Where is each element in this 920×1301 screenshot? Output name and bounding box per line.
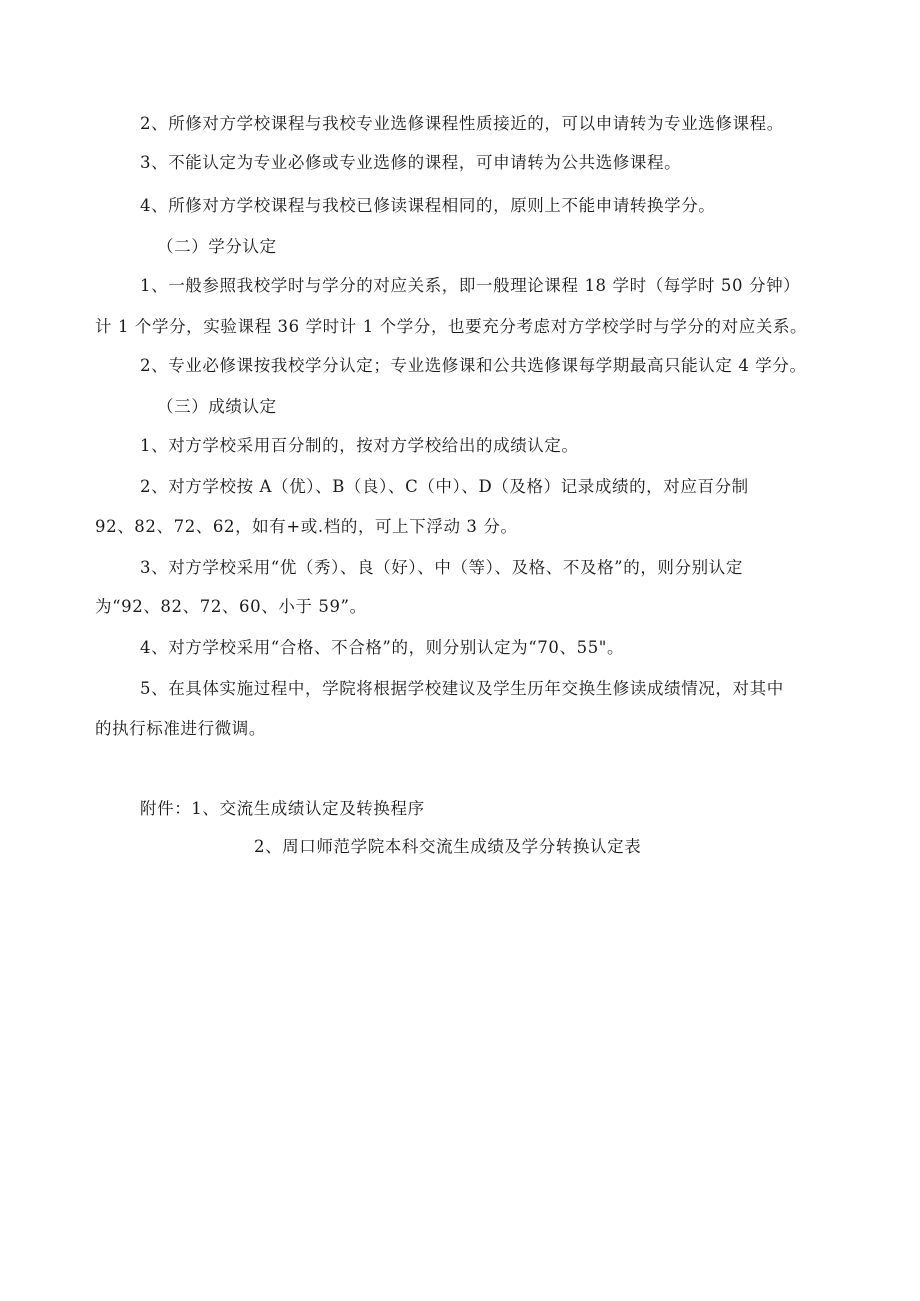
paragraph-credit-rule-line1: 1、一般参照我校学时与学分的对应关系，即一般理论课程 18 学时（每学时 50 分钟） [140,276,801,295]
attachment-item-1: 附件：1、交流生成绩认定及转换程序 [140,799,425,818]
paragraph-level-grade-line2: 为“92、82、72、60、小于 59”。 [95,597,367,616]
section-heading-credit: （二）学分认定 [157,237,277,256]
paragraph-credit-rule-line2: 计 1 个学分，实验课程 36 学时计 1 个学分，也要充分考虑对方学校学时与学分的对应关系。 [95,317,808,336]
paragraph-adjustment-line1: 5、在具体实施过程中，学院将根据学校建议及学生历年交换生修读成绩情况，对其中 [140,679,784,698]
section-heading-grade: （三）成绩认定 [157,397,277,416]
attachment-item-2: 2、周口师范学院本科交流生成绩及学分转换认定表 [254,837,642,856]
paragraph-public-elective: 3、不能认定为专业必修或专业选修的课程，可申请转为公共选修课程。 [140,153,682,172]
paragraph-adjustment-line2: 的执行标准进行微调。 [95,719,266,738]
paragraph-letter-grade-line2: 92、82、72、62，如有+或.档的，可上下浮动 3 分。 [95,517,518,536]
paragraph-elective-conversion: 2、所修对方学校课程与我校专业选修课程性质接近的，可以申请转为专业选修课程。 [140,114,784,133]
paragraph-duplicate-course: 4、所修对方学校课程与我校已修读课程相同的，原则上不能申请转换学分。 [140,196,716,215]
paragraph-letter-grade-line1: 2、对方学校按 A（优）、B（良）、C（中）、D（及格）记录成绩的，对应百分制 [140,477,749,496]
paragraph-pass-fail: 4、对方学校采用“合格、不合格”的，则分别认定为“70、55"。 [140,638,625,657]
paragraph-percent-grade: 1、对方学校采用百分制的，按对方学校给出的成绩认定。 [140,436,579,455]
paragraph-credit-limit: 2、专业必修课按我校学分认定；专业选修课和公共选修课每学期最高只能认定 4 学分。 [140,356,807,375]
paragraph-level-grade-line1: 3、对方学校采用“优（秀）、良（好）、中（等）、及格、不及格”的，则分别认定 [140,558,743,577]
